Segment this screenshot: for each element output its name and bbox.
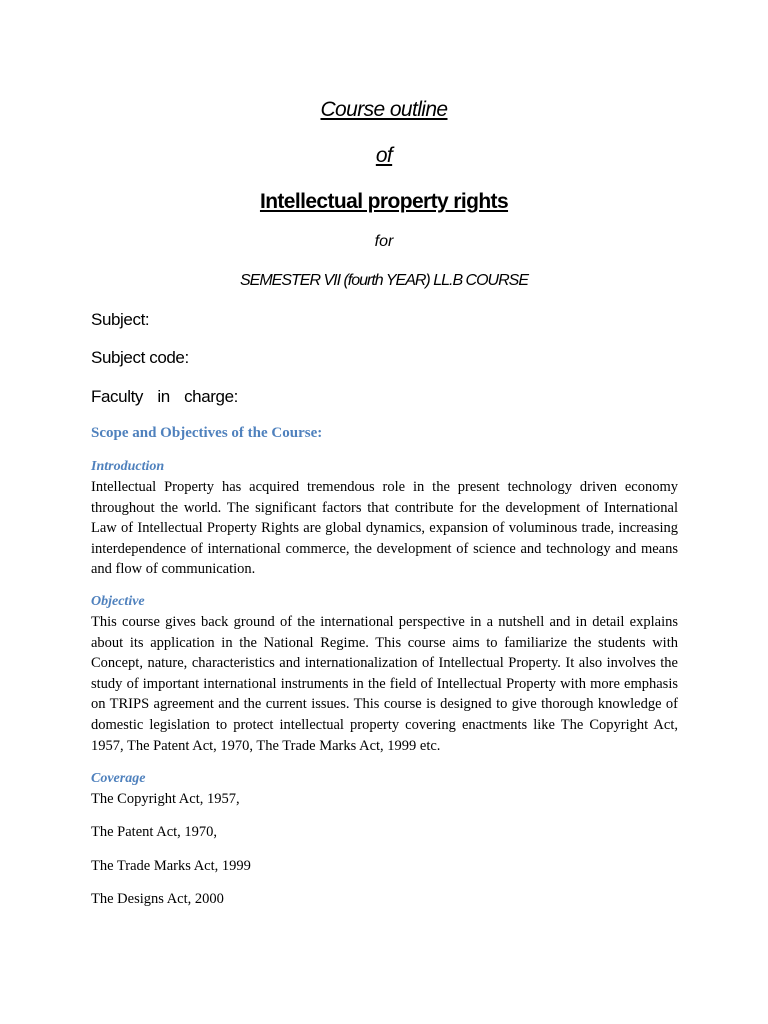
coverage-item-trade-marks: The Trade Marks Act, 1999 — [91, 858, 251, 874]
introduction-paragraph: Intellectual Property has acquired tremendous role in the present technology driven economy throughout the world. The significant factors that contribute for the development of International Law of Intellectual Property Rights are global dynamics, expansion of voluminous trade, increasing interdependence of international commerce, the development of science and technology and means and flow of communication. — [91, 479, 678, 578]
coverage-item-copyright: The Copyright Act, 1957, — [91, 791, 240, 807]
coverage-heading: Coverage — [91, 771, 146, 786]
title-of: of — [375, 144, 393, 167]
subject-label: Subject: — [91, 310, 150, 329]
objective-heading: Objective — [91, 594, 145, 609]
subject-title: Intellectual property rights — [259, 190, 509, 213]
semester-line: SEMESTER VII (fourth YEAR) LL.B COURSE — [239, 272, 529, 289]
faculty-label: Faculty in charge: — [91, 387, 238, 406]
objective-paragraph: This course gives back ground of the international perspective in a nutshell and in detail explains about its application in the National Regime. This course aims to familiarize the students with Concept, nature, characteristics and internationalization of Intellectual Property. It also involves the study of important international instruments in the field of Intellectual Property with more emphasis on TRIPS agreement and the current issues. This course is designed to give thorough knowledge of domestic legislation to protect intellectual property covering enactments like The Copyright Act, 1957, The Patent Act, 1970, The Trade Marks Act, 1999 etc. — [91, 614, 678, 754]
coverage-item-designs: The Designs Act, 2000 — [91, 891, 224, 907]
title-for: for — [374, 233, 394, 250]
subject-code-label: Subject code: — [91, 348, 189, 367]
introduction-heading: Introduction — [91, 459, 165, 474]
course-outline-title: Course outline — [320, 98, 448, 121]
coverage-item-patent: The Patent Act, 1970, — [91, 824, 218, 840]
scope-heading: Scope and Objectives of the Course: — [91, 425, 323, 441]
